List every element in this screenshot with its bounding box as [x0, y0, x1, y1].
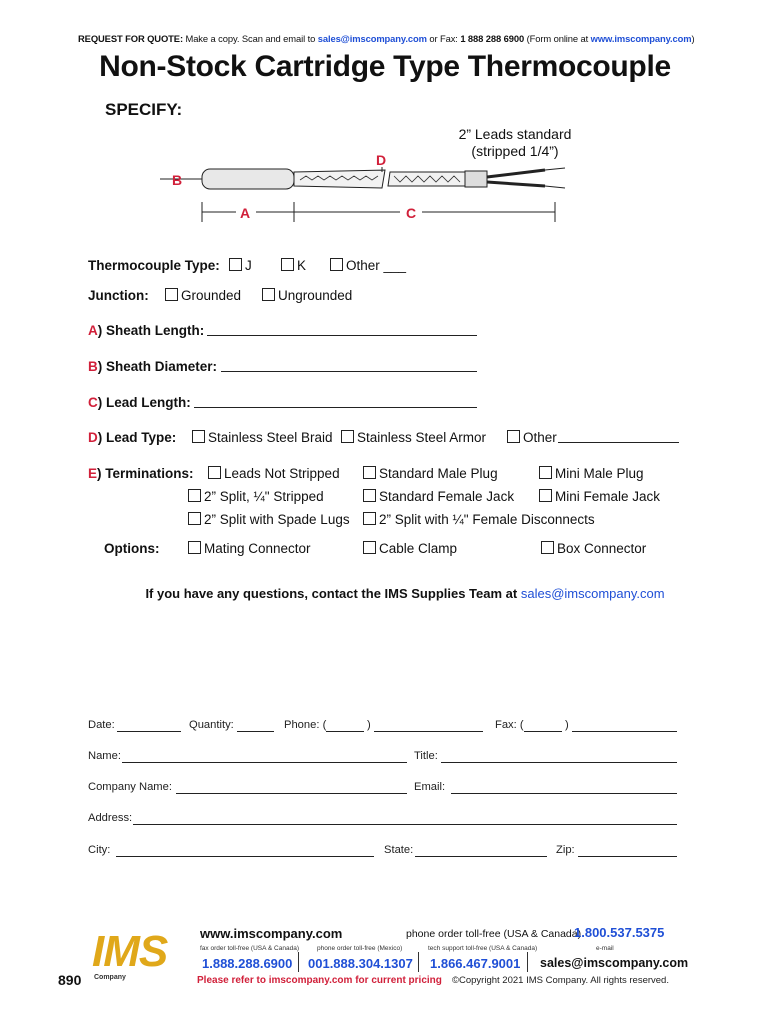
stripped-end-1 — [545, 168, 565, 170]
city-label: City: — [88, 844, 111, 856]
website-link[interactable]: www.imscompany.com — [590, 33, 692, 44]
state-field[interactable] — [415, 856, 547, 857]
company-label: Company Name: — [88, 781, 172, 793]
sheath-shape — [202, 169, 294, 189]
lead-other-field[interactable] — [558, 442, 679, 443]
city-field[interactable] — [116, 856, 374, 857]
questions-text: If you have any questions, contact the IMS Supplies Team at — [145, 586, 521, 601]
phone-close: ) — [367, 719, 371, 731]
term-split-stripped-option[interactable] — [188, 489, 324, 504]
thermocouple-type-label: Thermocouple Type: — [88, 258, 220, 273]
address-label: Address: — [88, 812, 133, 824]
footer-email[interactable]: sales@imscompany.com — [540, 956, 689, 970]
terminations-row — [88, 466, 194, 481]
address-field[interactable] — [133, 824, 677, 825]
term-leads-not-stripped-checkbox[interactable] — [208, 466, 221, 479]
thermocouple-diagram — [160, 150, 580, 230]
junction-grounded-checkbox[interactable] — [165, 288, 178, 301]
name-label: Name: — [88, 750, 121, 762]
ims-logo-text: IMS — [92, 927, 168, 976]
specify-heading: SPECIFY: — [105, 100, 183, 119]
copyright: ©Copyright 2021 IMS Company. All rights reserved. — [452, 975, 669, 986]
lead-ss-braid-checkbox[interactable] — [192, 430, 205, 443]
diagram-label-b: B — [172, 172, 183, 188]
footer-website[interactable]: www.imscompany.com — [200, 926, 343, 941]
diagram-label-a: A — [240, 205, 251, 221]
lead-wire-1 — [487, 170, 545, 177]
lead-type-label: ) Lead Type: — [97, 430, 177, 445]
d-letter: D — [88, 430, 98, 445]
sheath-diameter-row — [88, 359, 217, 374]
term-mini-female-label: Mini Female Jack — [555, 489, 661, 504]
sheath-diameter-field[interactable] — [221, 371, 477, 372]
request-text: Make a copy. Scan and email to — [182, 33, 318, 44]
diagram-label-d: D — [376, 152, 387, 168]
fax-text: or Fax: — [426, 33, 461, 44]
fax-area-field[interactable] — [524, 731, 562, 732]
term-mini-male-checkbox[interactable] — [539, 466, 552, 479]
mexico-order-label: phone order toll-free (Mexico) — [317, 945, 403, 952]
term-split-spade-label: 2” Split with Spade Lugs — [204, 512, 350, 527]
a-letter: A — [88, 323, 98, 338]
footer-divider-2 — [418, 952, 419, 972]
opt-cable-option[interactable] — [363, 541, 457, 556]
opt-cable-checkbox[interactable] — [363, 541, 376, 554]
tc-j-checkbox[interactable] — [229, 258, 242, 271]
lead-other-option[interactable] — [507, 430, 557, 445]
term-split-stripped-label: 2” Split, ¼" Stripped — [204, 489, 324, 504]
lead-ss-braid-label: Stainless Steel Braid — [208, 430, 333, 445]
questions-line — [0, 586, 770, 601]
footer-divider-3 — [527, 952, 528, 972]
phone-order-label: phone order toll-free (USA & Canada) — [406, 928, 582, 940]
junction-label: Junction: — [88, 288, 149, 303]
opt-box-label: Box Connector — [557, 541, 647, 556]
term-split-spade-checkbox[interactable] — [188, 512, 201, 525]
opt-box-checkbox[interactable] — [541, 541, 554, 554]
state-label: State: — [384, 844, 414, 856]
sheath-length-row — [88, 323, 204, 338]
page-title: Non-Stock Cartridge Type Thermocouple — [99, 50, 671, 83]
lead-length-row — [88, 395, 191, 410]
email-label: Email: — [414, 781, 446, 793]
sheath-length-field[interactable] — [207, 335, 477, 336]
leads-note-line-2: (stripped 1/4”) — [471, 143, 559, 159]
junction-ungrounded-option[interactable] — [262, 288, 352, 303]
fax-order-number: 1.888.288.6900 — [202, 956, 293, 971]
footer-divider-1 — [298, 952, 299, 972]
opt-mating-label: Mating Connector — [204, 541, 311, 556]
tc-other-checkbox[interactable] — [330, 258, 343, 271]
term-mini-female-option[interactable] — [539, 489, 660, 504]
tech-support-number: 1.866.467.9001 — [430, 956, 521, 971]
quantity-field[interactable] — [237, 731, 274, 732]
ferrule-shape — [465, 171, 487, 187]
lead-wire-2 — [487, 182, 545, 186]
term-std-female-label: Standard Female Jack — [379, 489, 515, 504]
opt-mating-option[interactable] — [188, 541, 311, 556]
date-field[interactable] — [117, 731, 181, 732]
opt-cable-label: Cable Clamp — [379, 541, 458, 556]
c-letter: C — [88, 395, 98, 410]
lead-ss-braid-option[interactable] — [192, 430, 333, 445]
request-label: REQUEST FOR QUOTE: — [78, 33, 183, 44]
term-std-female-option[interactable] — [363, 489, 514, 504]
mexico-order-number: 001.888.304.1307 — [308, 956, 413, 971]
title-field[interactable] — [441, 762, 677, 763]
term-split-spade-option[interactable] — [188, 512, 350, 527]
tc-j-label: J — [245, 258, 252, 273]
term-leads-not-stripped-label: Leads Not Stripped — [224, 466, 340, 481]
tc-other-option[interactable] — [330, 258, 406, 273]
date-label: Date: — [88, 719, 115, 731]
term-leads-not-stripped-option[interactable] — [208, 466, 340, 481]
page-number: 890 — [58, 972, 82, 988]
questions-email-link[interactable]: sales@imscompany.com — [520, 586, 665, 601]
stripped-end-2 — [545, 186, 565, 188]
braided-lead-section-1 — [294, 170, 385, 188]
sheath-diameter-label: ) Sheath Diameter: — [97, 359, 218, 374]
tc-other-label: Other ___ — [346, 258, 407, 273]
e-letter: E — [88, 466, 98, 481]
term-mini-female-checkbox[interactable] — [539, 489, 552, 502]
ims-logo-sub: Company — [94, 974, 126, 981]
sheath-length-label: ) Sheath Length: — [97, 323, 205, 338]
term-split-disconnects-label: 2” Split with ¼" Female Disconnects — [379, 512, 595, 527]
term-mini-male-label: Mini Male Plug — [555, 466, 644, 481]
fax-number: 1 888 288 6900 — [460, 33, 525, 44]
email-field[interactable] — [451, 793, 677, 794]
zip-field[interactable] — [578, 856, 677, 857]
term-std-male-label: Standard Male Plug — [379, 466, 498, 481]
tc-k-option[interactable] — [281, 258, 306, 273]
term-std-male-checkbox[interactable] — [363, 466, 376, 479]
diagram-label-c: C — [406, 205, 417, 221]
lead-other-label: Other — [523, 430, 557, 445]
fax-label: Fax: ( — [495, 719, 524, 731]
pricing-note: Please refer to imscompany.com for current pricing — [197, 975, 442, 986]
phone-field[interactable] — [374, 731, 483, 732]
lead-length-label: ) Lead Length: — [97, 395, 191, 410]
lead-ss-armor-checkbox[interactable] — [341, 430, 354, 443]
lead-ss-armor-label: Stainless Steel Armor — [357, 430, 487, 445]
tech-support-label: tech support toll-free (USA & Canada) — [428, 945, 538, 952]
quantity-label: Quantity: — [189, 719, 234, 731]
tc-k-label: K — [297, 258, 307, 273]
junction-ungrounded-checkbox[interactable] — [262, 288, 275, 301]
fax-order-label: fax order toll-free (USA & Canada) — [200, 945, 299, 952]
term-split-disconnects-checkbox[interactable] — [363, 512, 376, 525]
term-std-female-checkbox[interactable] — [363, 489, 376, 502]
junction-grounded-option[interactable] — [165, 288, 241, 303]
company-field[interactable] — [176, 793, 407, 794]
fax-close: ) — [565, 719, 569, 731]
terminations-label: ) Terminations: — [97, 466, 194, 481]
b-letter: B — [88, 359, 98, 374]
tc-j-option[interactable] — [229, 258, 252, 273]
close-paren: ) — [691, 33, 695, 44]
term-std-male-option[interactable] — [363, 466, 498, 481]
lead-other-checkbox[interactable] — [507, 430, 520, 443]
online-text: (Form online at — [524, 33, 591, 44]
sales-email-link[interactable]: sales@imscompany.com — [317, 33, 427, 44]
title-label: Title: — [414, 750, 438, 762]
opt-box-option[interactable] — [541, 541, 646, 556]
lead-length-field[interactable] — [194, 407, 477, 408]
junction-ungrounded-label: Ungrounded — [278, 288, 353, 303]
thermocouple-type-row — [88, 258, 220, 273]
opt-mating-checkbox[interactable] — [188, 541, 201, 554]
fax-field[interactable] — [572, 731, 677, 732]
phone-order-number: 1.800.537.5375 — [574, 925, 665, 940]
phone-label: Phone: ( — [284, 719, 327, 731]
zip-label: Zip: — [556, 844, 575, 856]
options-label: Options: — [104, 541, 160, 556]
ims-logo — [92, 926, 192, 986]
name-field[interactable] — [122, 762, 407, 763]
lead-ss-armor-option[interactable] — [341, 430, 486, 445]
lead-type-row — [88, 430, 176, 445]
term-mini-male-option[interactable] — [539, 466, 644, 481]
term-split-stripped-checkbox[interactable] — [188, 489, 201, 502]
term-split-disconnects-option[interactable] — [363, 512, 595, 527]
tc-k-checkbox[interactable] — [281, 258, 294, 271]
junction-grounded-label: Grounded — [181, 288, 242, 303]
email-footer-label: e-mail — [596, 945, 614, 952]
phone-area-field[interactable] — [326, 731, 364, 732]
request-for-quote-line — [78, 33, 695, 44]
leads-note-line-1: 2” Leads standard — [458, 126, 572, 142]
